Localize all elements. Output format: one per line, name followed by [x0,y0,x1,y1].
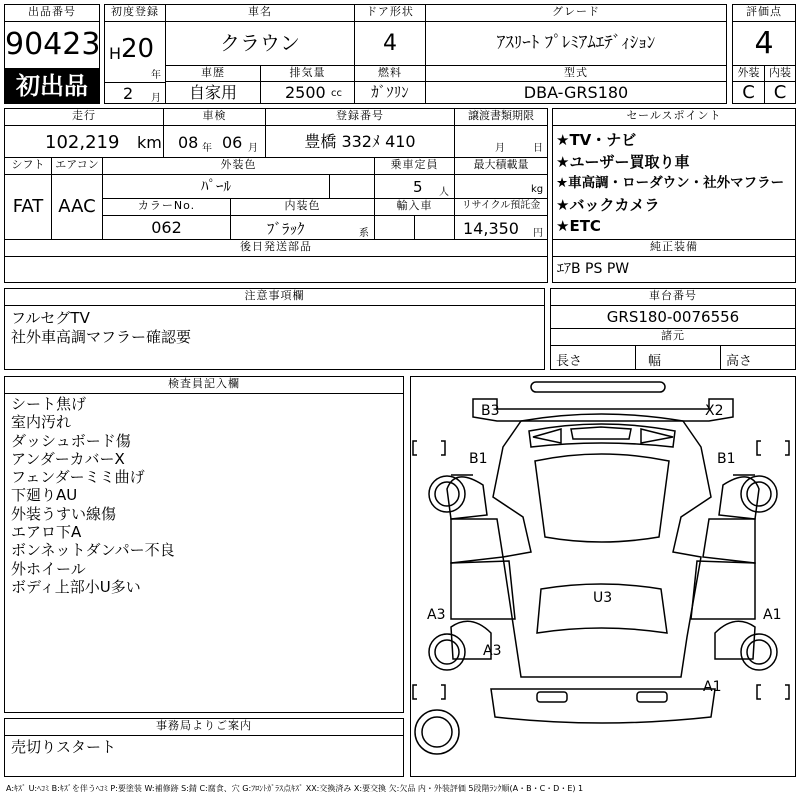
note-line: 社外車高調マフラー確認要 [11,328,192,346]
width-label: 幅 [648,354,662,369]
capacity-label: 乗車定員 [374,157,455,175]
score-label: 評価点 [732,4,796,22]
max-load-unit: kg [531,184,544,195]
office-label: 事務局よりご案内 [4,718,404,736]
note-line: フルセグTV [11,309,90,327]
recycle-value: 14,350 [463,219,519,238]
inspection-month-unit: 月 [248,143,258,154]
office-text: 売切りスタート [11,738,117,756]
inspector-line: 外ホイール [11,559,86,578]
inspector-box [4,393,404,713]
import-label: 輸入車 [374,198,455,216]
mileage-label: 走行 [4,108,164,126]
mark-b1-left: B1 [469,451,488,467]
mark-a3-lower: A3 [483,643,502,659]
inspector-line: アンダーカバーX [11,449,125,468]
mileage-value: 102,219 [45,132,120,153]
ac-value: AAC [51,174,103,240]
capacity-value: 5 [413,178,423,196]
transfer-label: 譲渡書類期限 [454,108,548,126]
ac-label: エアコン [51,157,103,175]
lot-label: 出品番号 [4,4,100,22]
transfer-day-unit: 日 [533,143,543,154]
fuel-value: ｶﾞｿﾘﾝ [354,81,426,104]
mark-b3: B3 [481,403,500,419]
notes-box [4,305,545,370]
inspector-line: シート焦げ [11,395,87,413]
era: H [109,44,122,63]
header-section [4,4,796,104]
chassis-label: 車台番号 [550,288,796,306]
sales-point-item: ★バックカメラ [556,195,660,214]
car-name: クラウン [165,21,355,66]
notes-label: 注意事項欄 [4,288,545,306]
import-value [374,215,415,240]
reg-year: 20 [121,34,155,64]
spec-label: 諸元 [550,328,796,346]
inspection-year-unit: 年 [202,143,212,154]
max-load-cell [454,174,548,199]
displacement-cell [260,81,355,104]
sales-point-item: ★ユーザー買取り車 [556,152,690,171]
reg-month-unit: 月 [151,93,161,104]
fuel-label: 燃料 [354,65,426,82]
office-box [4,735,404,777]
sales-point-item: ★ETC [556,217,601,235]
mark-x2: X2 [705,403,724,419]
displacement-unit: cc [331,88,342,99]
legend: A:ｷｽﾞ U:ﾍｺﾐ B:ｷｽﾞを伴うﾍｺﾐ P:要塗装 W:補修跡 S:錆 C:腐食、穴 G:ﾌﾛﾝﾄｶﾞﾗｽ点ｷｽﾞ XX:交換済み X:要交換 欠:欠品 内・外装評価 5段階ﾗﾝｸ順(A・B・C・D・E) 1 [6,784,584,793]
recycle-cell [454,215,548,240]
inspector-line: ボンネットダンパー不良 [11,541,175,560]
import-value-2 [414,215,455,240]
history-label: 車歴 [165,65,261,82]
length-cell [550,345,636,370]
mark-a1-lower: A1 [703,679,722,695]
mark-a1-right: A1 [763,607,782,623]
width-cell [635,345,721,370]
inspector-label: 検査員記入欄 [4,376,404,394]
chassis-value: GRS180-0076556 [550,305,796,329]
interior-grade-label: 内装 [764,65,796,82]
color-no-value: 062 [102,215,231,240]
car-name-label: 車名 [165,4,355,22]
displacement-value: 2500 [285,83,326,102]
mileage-cell [4,125,164,158]
doors-value: 4 [354,21,426,66]
car-diagram-svg [411,377,795,776]
parts-label: 後日発送部品 [4,239,548,257]
ext-color-extra [329,174,375,199]
height-cell [720,345,796,370]
capacity-cell [374,174,455,199]
equipment-label: 純正装備 [552,239,796,257]
score-value: 4 [732,21,796,66]
inspector-line: ダッシュボード傷 [11,431,131,450]
inspector-line: 室内汚れ [11,413,72,432]
lot-number: 90423 [4,21,100,69]
capacity-unit: 人 [439,187,449,198]
history-value: 自家用 [165,81,261,104]
sales-points-label: セールスポイント [552,108,796,126]
displacement-label: 排気量 [260,65,355,82]
details-section [4,108,796,284]
sales-points-box [552,125,796,240]
reg-year-unit: 年 [151,70,161,81]
first-listing-text: 初出品 [16,72,88,100]
inspector-line: 外装うすい線傷 [11,504,117,523]
plate-label: 登録番号 [265,108,455,126]
color-no-label: カラーNo. [102,198,231,216]
int-color-cell [230,215,375,240]
mark-b1-right: B1 [717,451,736,467]
reg-month: 2 [123,84,134,103]
height-label: 高さ [726,354,753,369]
sales-point-item: ★TV・ナビ [556,131,637,149]
plate-value: 豊橋 332ﾒ 410 [265,125,455,158]
max-load-label: 最大積載量 [454,157,548,175]
first-reg-label: 初度登録 [104,4,166,22]
equipment-value: ｴｱB PS PW [552,256,796,283]
recycle-unit: 円 [533,228,543,239]
car-diagram [410,376,796,777]
transfer-cell [454,125,548,158]
model-value: DBA-GRS180 [425,81,727,104]
inspector-line: ボディ上部小U多い [11,577,141,596]
inspection-year: 08 [178,133,199,152]
inspector-line: 下廻りAU [11,486,78,505]
grade-value: ｱｽﾘｰﾄ ﾌﾟﾚﾐｱﾑｴﾃﾞｨｼｮﾝ [425,21,727,66]
mileage-unit: km [137,133,162,152]
parts-value [4,256,548,283]
inspection-label: 車検 [163,108,266,126]
shift-label: シフト [4,157,52,175]
inspection-month: 06 [222,133,243,152]
first-reg-year-cell [104,21,166,83]
exterior-grade-label: 外装 [732,65,765,82]
int-color-value: ﾌﾞﾗｯｸ [267,220,305,238]
grade-label: グレード [425,4,727,22]
mark-u3: U3 [593,590,613,606]
inspector-line: フェンダーミミ曲げ [11,468,145,487]
mark-a3-left: A3 [427,607,446,623]
interior-grade-value: C [764,81,796,104]
first-listing-badge [4,68,100,104]
length-label: 長さ [556,354,583,369]
transfer-month-unit: 月 [495,143,505,154]
first-reg-month-cell [104,82,166,104]
sales-point-item: ★車高調・ローダウン・社外マフラー [556,175,785,191]
inspector-line: エアロ下A [11,523,82,542]
inspection-cell [163,125,266,158]
shift-value: FAT [4,174,52,240]
int-color-label: 内装色 [230,198,375,216]
doors-label: ドア形状 [354,4,426,22]
model-label: 型式 [425,65,727,82]
ext-color-label: 外装色 [102,157,375,175]
ext-color-value: ﾊﾟｰﾙ [102,174,330,199]
exterior-grade-value: C [732,81,765,104]
recycle-label: リサイクル預託金 [454,198,548,216]
int-color-unit: 系 [359,228,369,239]
